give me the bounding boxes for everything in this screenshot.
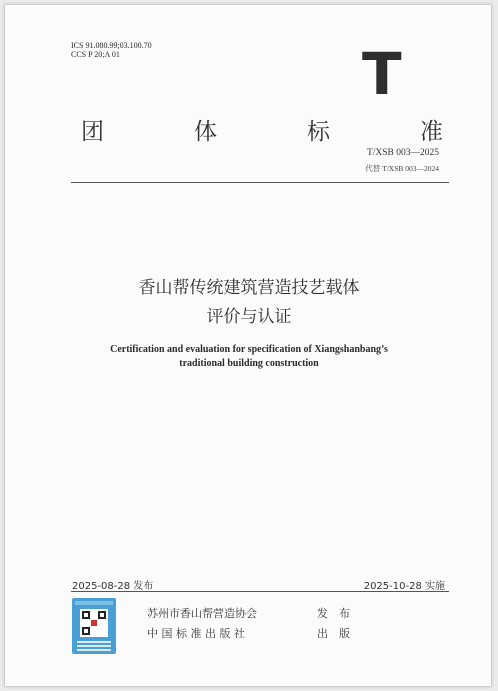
badge-header-bar: [75, 601, 113, 605]
ics-code: ICS 91.080.99;03.100.70: [71, 41, 152, 50]
title-en-line1: Certification and evaluation for specification of Xiangshanbang’s: [110, 344, 388, 355]
publisher-association: 苏州市香山帮营造协会: [147, 607, 257, 620]
header-divider: [71, 182, 449, 183]
qr-code-icon: [80, 609, 108, 637]
standard-type-char: 标: [307, 119, 330, 145]
badge-line: [77, 641, 111, 643]
implement-date: 2025-10-28 实施: [363, 581, 445, 592]
publisher-association-role: 发 布: [317, 607, 350, 620]
publisher-press-role: 出 版: [317, 627, 350, 640]
ccs-code: CCS P 20;A 01: [71, 50, 120, 59]
title-en-line2: traditional building construction: [179, 358, 319, 369]
classification-codes: [71, 41, 152, 59]
footer-divider: [71, 591, 449, 592]
standard-type-char: 体: [194, 119, 217, 145]
category-letter: T: [362, 40, 402, 108]
standard-cover-page: [4, 4, 492, 687]
standard-type-char: 准: [420, 119, 443, 145]
qr-code-badge: [72, 598, 116, 654]
issue-date: 2025-08-28 发布: [72, 581, 154, 592]
badge-line: [77, 645, 111, 647]
publisher-press: 中 国 标 准 出 版 社: [147, 627, 245, 640]
title-cn-line1: 香山帮传统建筑营造技艺载体: [138, 278, 360, 298]
standard-type: [81, 113, 443, 146]
replaces-standard: 代替 T/XSB 003—2024: [365, 164, 439, 173]
standard-number: T/XSB 003—2025: [366, 148, 439, 158]
standard-type-char: 团: [81, 119, 104, 145]
badge-line: [77, 649, 111, 651]
title-cn-line2: 评价与认证: [206, 307, 292, 327]
